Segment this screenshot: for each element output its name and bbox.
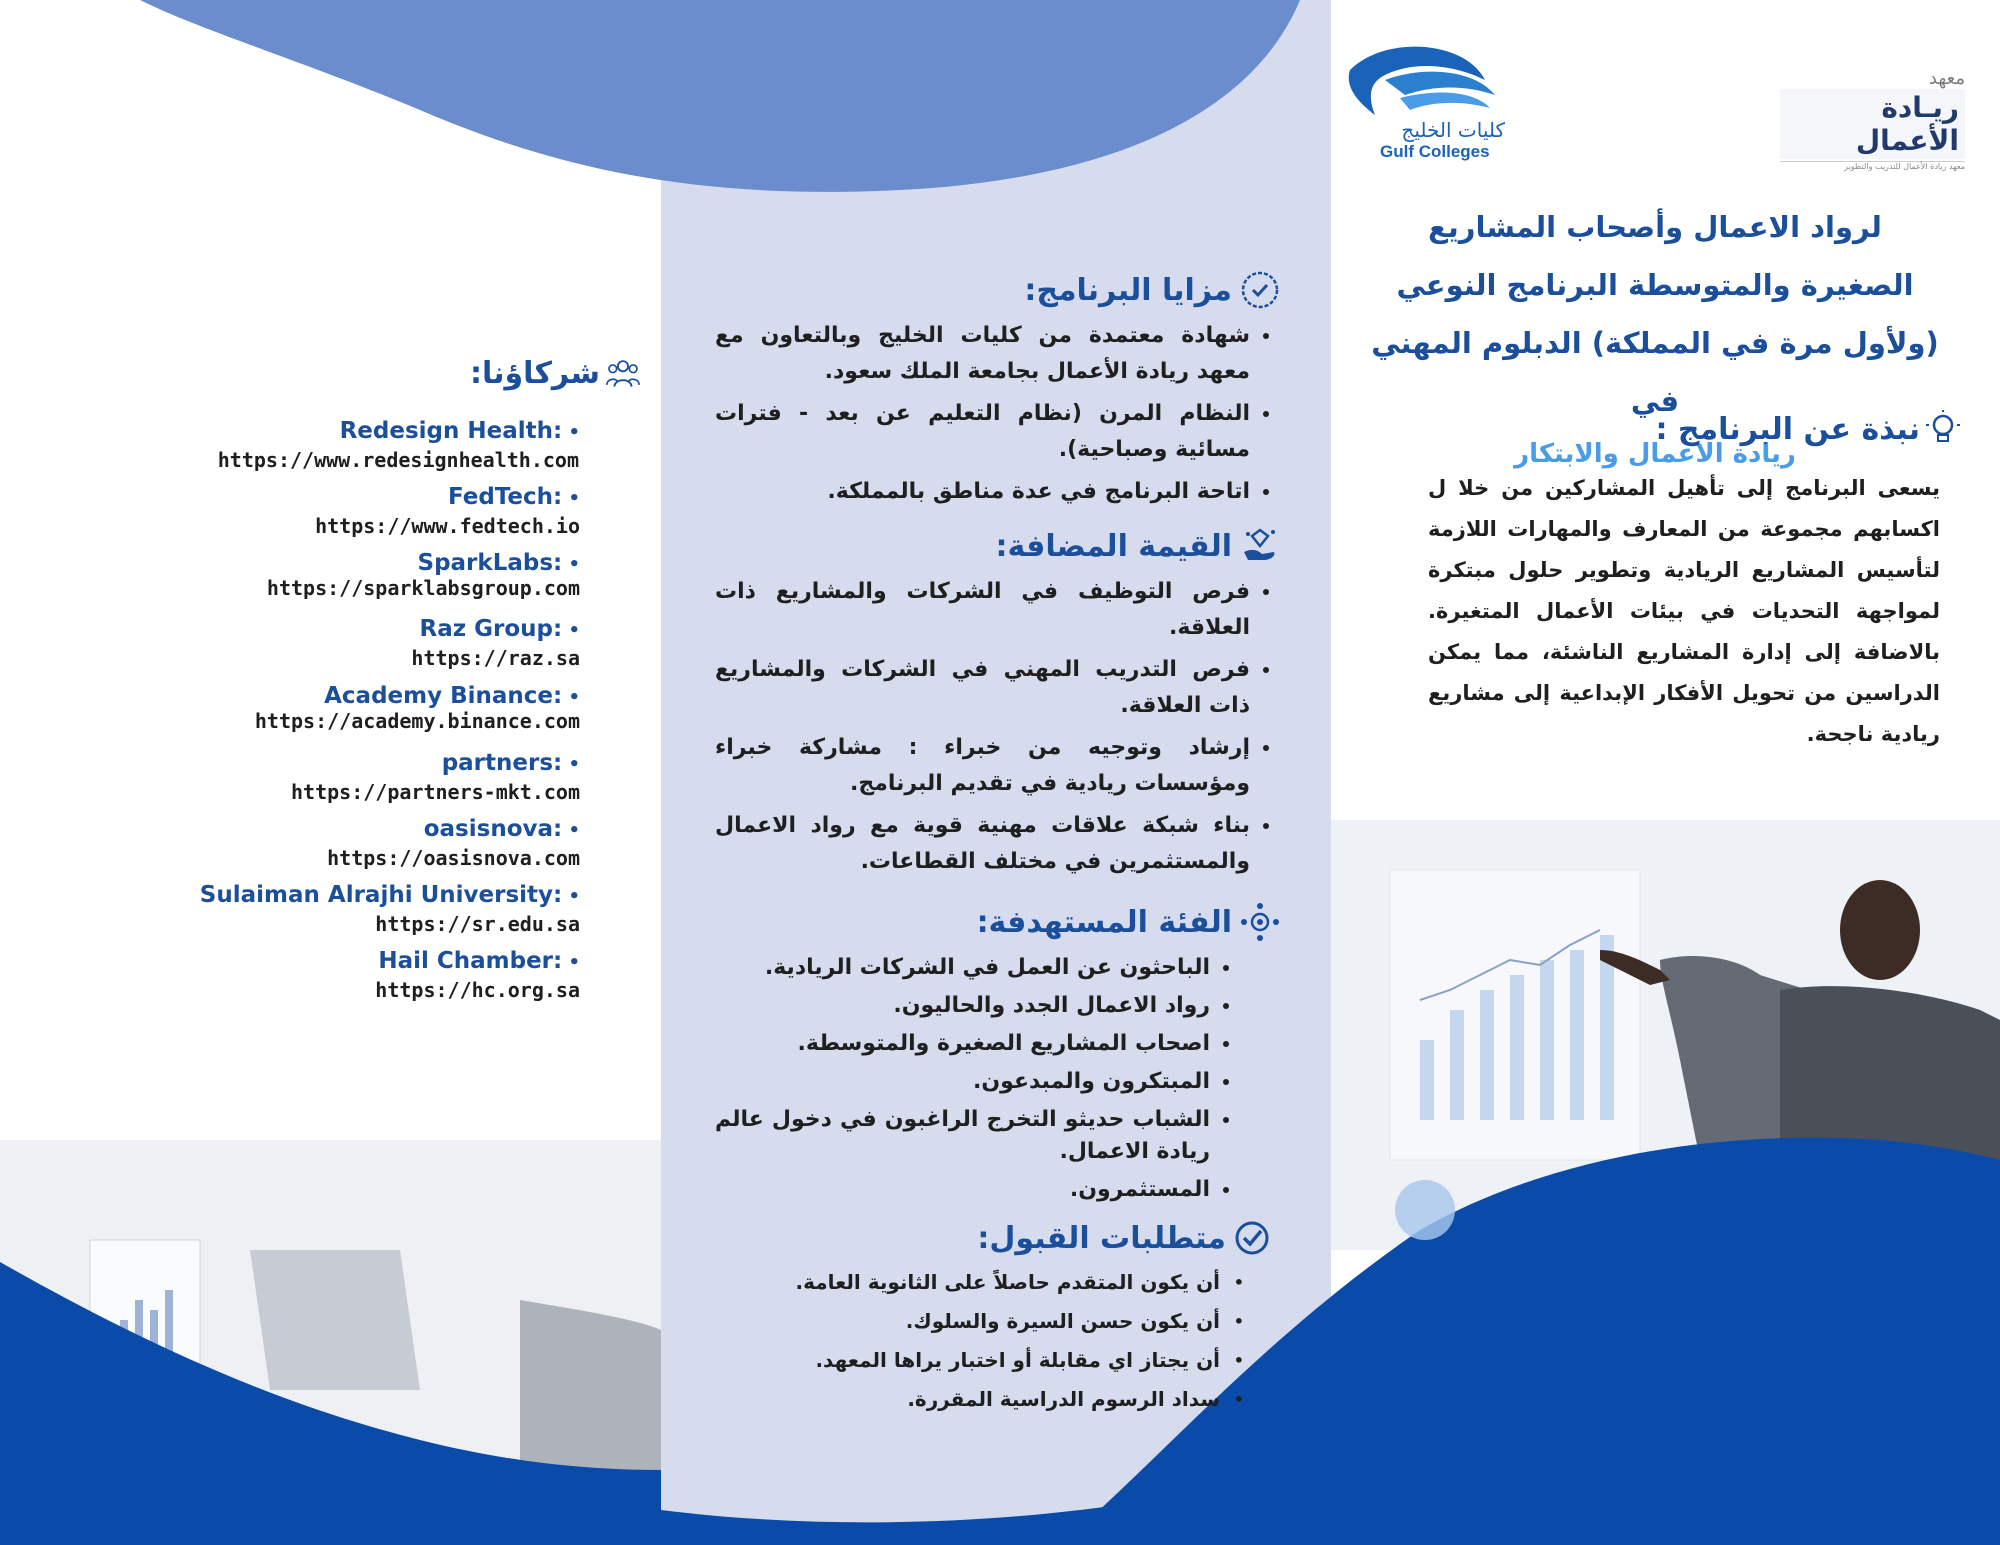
value-heading: القيمة المضافة: <box>995 528 1232 564</box>
list-item: • شهادة معتمدة من كليات الخليج وبالتعاون مع معهد ريادة الأعمال بجامعة الملك سعود. <box>715 318 1250 390</box>
partner-entry <box>20 750 580 804</box>
partner-entry <box>20 550 580 600</box>
list-item: • فرص التوظيف في الشركات والمشاريع ذات العلاقة. <box>715 574 1250 646</box>
requirements-section <box>715 1220 1280 1416</box>
list-item: • بناء شبكة علاقات مهنية قوية مع رواد الاعمال والمستثمرين في مختلف القطاعات. <box>715 808 1250 880</box>
about-heading-row <box>1390 410 1960 448</box>
partners-heading-row <box>470 355 640 391</box>
list-item: • إرشاد وتوجيه من خبراء : مشاركة خبراء ومؤسسات ريادية في تقديم البرنامج. <box>715 730 1250 802</box>
list-item: • اتاحة البرنامج في عدة مناطق بالمملكة. <box>715 474 1250 510</box>
list-item: • الشباب حديثو التخرج الراغبون في دخول عالم ريادة الاعمال. <box>715 1104 1210 1168</box>
list-item: • أن يجتاز اي مقابلة أو اختبار يراها المعهد. <box>715 1344 1220 1377</box>
about-heading: نبذة عن البرنامج : <box>1655 411 1920 447</box>
partner-name: partners: • <box>20 750 580 776</box>
partner-url[interactable]: https://sparklabsgroup.com <box>266 576 580 600</box>
partner-url[interactable]: https://sr.edu.sa <box>375 912 580 936</box>
partner-url[interactable]: https://academy.binance.com <box>254 709 580 733</box>
partner-name: Redesign Health: • <box>20 418 580 444</box>
partner-name: Academy Binance: • <box>20 683 580 709</box>
audience-heading-row <box>715 902 1280 942</box>
list-item: • أن يكون المتقدم حاصلاً على الثانوية العامة. <box>715 1266 1220 1299</box>
features-heading-row <box>715 270 1280 310</box>
list-item: • رواد الاعمال الجدد والحاليون. <box>715 990 1210 1022</box>
partner-name: FedTech: • <box>20 484 580 510</box>
partner-url[interactable]: https://www.redesignhealth.com <box>217 448 579 472</box>
gulf-colleges-en: Gulf Colleges <box>1380 142 1490 161</box>
people-group-icon <box>606 355 640 391</box>
partner-name: Sulaiman Alrajhi University: • <box>20 882 580 908</box>
partner-url[interactable]: https://raz.sa <box>411 646 580 670</box>
institute-name: ريـادة الأعمال <box>1780 89 1965 159</box>
title-line-1: لرواد الاعمال وأصحاب المشاريع <box>1428 210 1882 244</box>
list-item: • الباحثون عن العمل في الشركات الريادية. <box>715 952 1210 984</box>
list-item: • أن يكون حسن السيرة والسلوك. <box>715 1305 1220 1338</box>
partner-entry <box>20 683 580 733</box>
partners-heading: شركاؤنا: <box>470 355 601 391</box>
value-heading-row <box>715 526 1280 566</box>
check-circle-icon <box>1234 1220 1270 1256</box>
list-item: • المستثمرون. <box>715 1174 1210 1206</box>
about-section <box>1390 410 1960 755</box>
gulf-colleges-logo <box>1345 40 1545 165</box>
requirements-heading-row <box>715 1220 1280 1256</box>
list-item: • اصحاب المشاريع الصغيرة والمتوسطة. <box>715 1028 1210 1060</box>
hand-diamond-icon <box>1240 526 1280 566</box>
value-section <box>715 526 1280 880</box>
list-item: • المبتكرون والمبدعون. <box>715 1066 1210 1098</box>
gulf-colleges-ar: كليات الخليج <box>1401 118 1505 142</box>
partner-url[interactable]: https://www.fedtech.io <box>315 514 580 538</box>
partner-entry <box>20 616 580 670</box>
features-list <box>715 318 1280 510</box>
value-list <box>715 574 1280 880</box>
target-people-icon <box>1240 902 1280 942</box>
features-heading: مزايا البرنامج: <box>1024 272 1232 308</box>
partner-url[interactable]: https://partners-mkt.com <box>291 780 580 804</box>
gulf-colleges-emblem <box>1345 40 1545 120</box>
institute-tagline: معهد ريادة الأعمال للتدريب والتطوير <box>1780 161 1965 171</box>
bubble <box>1395 1180 1455 1240</box>
list-item: • النظام المرن (نظام التعليم عن بعد - فترات مسائية وصباحية). <box>715 396 1250 468</box>
partner-name: Hail Chamber: • <box>20 948 580 974</box>
requirements-heading: متطلبات القبول: <box>977 1220 1226 1256</box>
lightbulb-icon <box>1926 410 1960 448</box>
partner-url[interactable]: https://oasisnova.com <box>327 846 580 870</box>
audience-section <box>715 902 1280 1206</box>
features-section <box>715 270 1280 510</box>
institute-top: معهد <box>1928 68 1965 89</box>
partner-name: SparkLabs: • <box>20 550 580 576</box>
list-item: • سداد الرسوم الدراسية المقررة. <box>715 1383 1220 1416</box>
requirements-list <box>715 1266 1280 1416</box>
partner-entry <box>20 948 580 1002</box>
partner-entry <box>20 484 580 538</box>
partner-name: Raz Group: • <box>20 616 580 642</box>
certificate-badge-icon <box>1240 270 1280 310</box>
middle-column <box>715 270 1280 1422</box>
partner-url[interactable]: https://hc.org.sa <box>375 978 580 1002</box>
about-body: يسعى البرنامج إلى تأهيل المشاركين من خلا ل اكسابهم مجموعة من المعارف والمهارات اللازمة لتأسيس المشاريع الريادية وتطوير حلول مبتكرة لمواجهة التحديات في بيئات الأعمال المتغيرة. بالاضافة إلى إدارة المشاريع الناشئة، مما يمكن الدراسين من تحويل الأفكار الإبداعية إلى مشاريع ريادية ناجحة. <box>1428 476 1940 746</box>
title-line-3: (ولأول مرة في المملكة) الدبلوم المهني في <box>1371 326 1939 418</box>
partner-entry <box>20 882 580 936</box>
title-line-4: ريادة الاعمال والابتكار <box>1514 439 1796 469</box>
partner-entry <box>20 418 580 472</box>
institute-logo <box>1780 68 1965 171</box>
audience-list <box>715 952 1280 1206</box>
audience-heading: الفئة المستهدفة: <box>976 904 1232 940</box>
list-item: • فرص التدريب المهني في الشركات والمشاريع ذات العلاقة. <box>715 652 1250 724</box>
partner-name: oasisnova: • <box>20 816 580 842</box>
title-line-2: الصغيرة والمتوسطة البرنامج النوعي <box>1396 268 1914 302</box>
partner-entry <box>20 816 580 870</box>
